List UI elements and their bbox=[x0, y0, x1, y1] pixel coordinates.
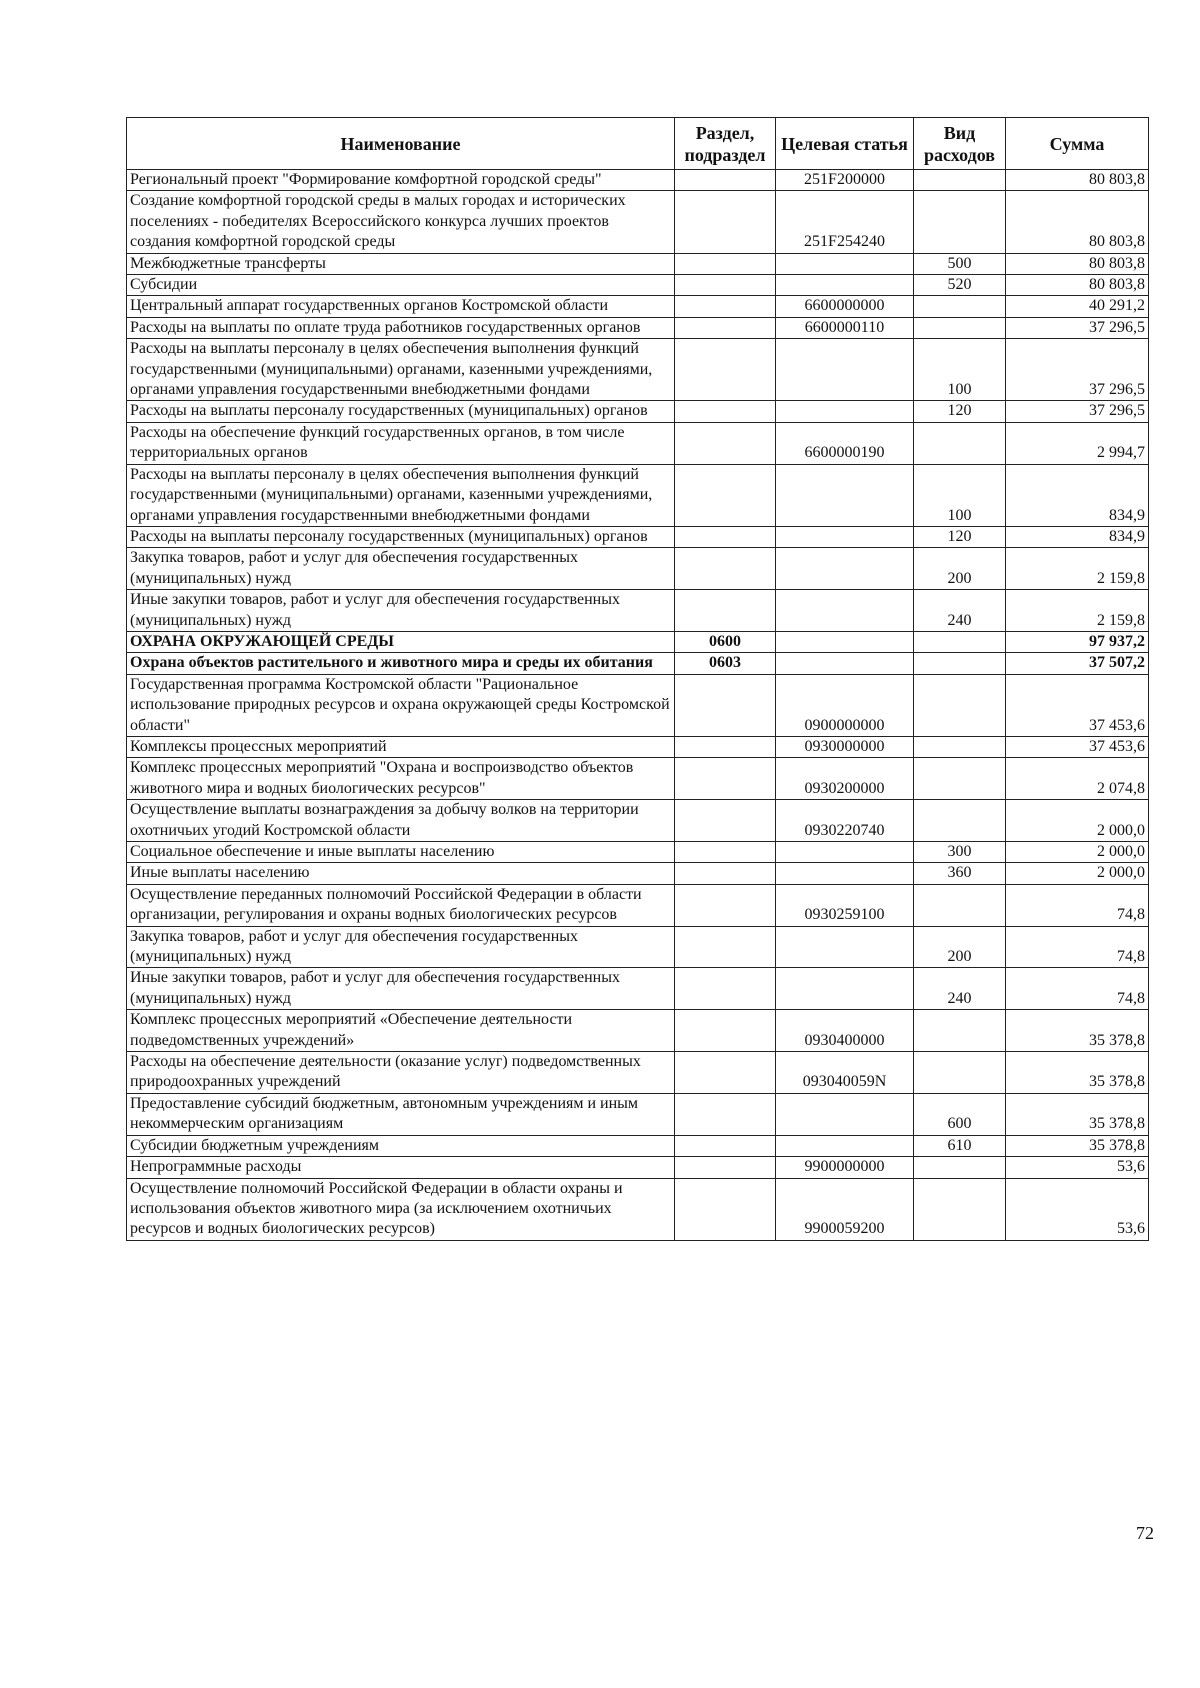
table-row bbox=[127, 1010, 1149, 1052]
budget-table bbox=[126, 117, 1149, 1241]
row-type bbox=[914, 1178, 1006, 1240]
header-name: Наименование bbox=[127, 118, 675, 170]
row-sum: 80 803,8 bbox=[1006, 191, 1149, 253]
row-section bbox=[675, 464, 776, 526]
row-section bbox=[675, 863, 776, 884]
row-name: Закупка товаров, работ и услуг для обеспечения государственных (муниципальных) нужд bbox=[127, 926, 675, 968]
row-target: 0930000000 bbox=[776, 736, 914, 757]
row-type: 520 bbox=[914, 275, 1006, 296]
row-name: Создание комфортной городской среды в малых городах и исторических поселениях - победителях Всероссийского конкурса лучших проектов создания комфортной городской среды bbox=[127, 191, 675, 253]
table-row bbox=[127, 317, 1149, 338]
row-name: Расходы на выплаты персоналу государственных (муниципальных) органов bbox=[127, 526, 675, 547]
row-name: Охрана объектов растительного и животного мира и среды их обитания bbox=[127, 653, 675, 674]
row-target: 0930400000 bbox=[776, 1010, 914, 1052]
row-target: 251F200000 bbox=[776, 170, 914, 191]
row-name: Субсидии bbox=[127, 275, 675, 296]
row-name: ОХРАНА ОКРУЖАЮЩЕЙ СРЕДЫ bbox=[127, 631, 675, 652]
row-name: Расходы на обеспечение функций государственных органов, в том числе территориальных органов bbox=[127, 422, 675, 464]
row-section bbox=[675, 317, 776, 338]
row-name: Государственная программа Костромской области "Рациональное использование природных ресурсов и охрана окружающей среды Костромской области" bbox=[127, 674, 675, 736]
row-sum: 37 296,5 bbox=[1006, 339, 1149, 401]
table-row bbox=[127, 191, 1149, 253]
row-section bbox=[675, 1010, 776, 1052]
row-section bbox=[675, 339, 776, 401]
table-row bbox=[127, 1157, 1149, 1178]
table-row bbox=[127, 253, 1149, 274]
row-target bbox=[776, 842, 914, 863]
row-sum: 834,9 bbox=[1006, 526, 1149, 547]
row-type: 360 bbox=[914, 863, 1006, 884]
row-sum: 834,9 bbox=[1006, 464, 1149, 526]
table-row bbox=[127, 401, 1149, 422]
row-name: Непрограммные расходы bbox=[127, 1157, 675, 1178]
row-type bbox=[914, 758, 1006, 800]
row-name: Осуществление переданных полномочий Российской Федерации в области организации, регулирования и охраны водных биологических ресурсов bbox=[127, 884, 675, 926]
table-row bbox=[127, 968, 1149, 1010]
row-type: 200 bbox=[914, 548, 1006, 590]
row-section bbox=[675, 674, 776, 736]
row-name: Расходы на выплаты персоналу в целях обеспечения выполнения функций государственными (муниципальными) органами, казенными учреждениями, органами управления государственными внебюджетными фондами bbox=[127, 339, 675, 401]
row-sum: 2 000,0 bbox=[1006, 863, 1149, 884]
table-row bbox=[127, 800, 1149, 842]
row-section bbox=[675, 884, 776, 926]
row-sum: 74,8 bbox=[1006, 968, 1149, 1010]
row-section bbox=[675, 926, 776, 968]
row-sum: 2 159,8 bbox=[1006, 548, 1149, 590]
row-section bbox=[675, 1135, 776, 1156]
row-target bbox=[776, 1093, 914, 1135]
row-type: 100 bbox=[914, 339, 1006, 401]
row-section bbox=[675, 758, 776, 800]
row-target: 0930200000 bbox=[776, 758, 914, 800]
row-target: 0900000000 bbox=[776, 674, 914, 736]
header-target: Целевая статья bbox=[776, 118, 914, 170]
row-target: 6600000110 bbox=[776, 317, 914, 338]
row-name: Региональный проект "Формирование комфортной городской среды" bbox=[127, 170, 675, 191]
row-name: Иные закупки товаров, работ и услуг для обеспечения государственных (муниципальных) нужд bbox=[127, 968, 675, 1010]
row-type: 200 bbox=[914, 926, 1006, 968]
table-row bbox=[127, 736, 1149, 757]
table-row bbox=[127, 1178, 1149, 1240]
row-target bbox=[776, 464, 914, 526]
row-section bbox=[675, 191, 776, 253]
row-sum: 35 378,8 bbox=[1006, 1093, 1149, 1135]
row-target bbox=[776, 590, 914, 632]
row-sum: 37 453,6 bbox=[1006, 736, 1149, 757]
row-target bbox=[776, 863, 914, 884]
row-section: 0603 bbox=[675, 653, 776, 674]
row-name: Расходы на выплаты персоналу в целях обеспечения выполнения функций государственными (муниципальными) органами, казенными учреждениями, органами управления государственными внебюджетными фондами bbox=[127, 464, 675, 526]
table-row bbox=[127, 339, 1149, 401]
row-type: 500 bbox=[914, 253, 1006, 274]
row-section bbox=[675, 296, 776, 317]
row-sum: 35 378,8 bbox=[1006, 1052, 1149, 1094]
table-row bbox=[127, 926, 1149, 968]
table-row bbox=[127, 758, 1149, 800]
row-name: Центральный аппарат государственных органов Костромской области bbox=[127, 296, 675, 317]
row-sum: 80 803,8 bbox=[1006, 275, 1149, 296]
row-target: 9900059200 bbox=[776, 1178, 914, 1240]
row-type: 240 bbox=[914, 968, 1006, 1010]
table-row bbox=[127, 170, 1149, 191]
table-row bbox=[127, 863, 1149, 884]
row-type bbox=[914, 422, 1006, 464]
row-section bbox=[675, 1093, 776, 1135]
row-target bbox=[776, 401, 914, 422]
row-name: Предоставление субсидий бюджетным, автономным учреждениям и иным некоммерческим организациям bbox=[127, 1093, 675, 1135]
row-section bbox=[675, 736, 776, 757]
row-type bbox=[914, 317, 1006, 338]
row-name: Субсидии бюджетным учреждениям bbox=[127, 1135, 675, 1156]
table-row bbox=[127, 464, 1149, 526]
table-row bbox=[127, 422, 1149, 464]
row-name: Расходы на выплаты персоналу государственных (муниципальных) органов bbox=[127, 401, 675, 422]
row-type bbox=[914, 170, 1006, 191]
row-sum: 2 000,0 bbox=[1006, 842, 1149, 863]
row-sum: 35 378,8 bbox=[1006, 1010, 1149, 1052]
row-section bbox=[675, 548, 776, 590]
row-type bbox=[914, 1157, 1006, 1178]
row-section: 0600 bbox=[675, 631, 776, 652]
table-row bbox=[127, 631, 1149, 652]
row-section bbox=[675, 275, 776, 296]
table-row bbox=[127, 674, 1149, 736]
row-type bbox=[914, 653, 1006, 674]
row-type bbox=[914, 800, 1006, 842]
row-type: 300 bbox=[914, 842, 1006, 863]
table-row bbox=[127, 842, 1149, 863]
table-row bbox=[127, 1052, 1149, 1094]
row-type bbox=[914, 1010, 1006, 1052]
row-type bbox=[914, 296, 1006, 317]
row-name: Закупка товаров, работ и услуг для обеспечения государственных (муниципальных) нужд bbox=[127, 548, 675, 590]
row-name: Комплексы процессных мероприятий bbox=[127, 736, 675, 757]
row-sum: 74,8 bbox=[1006, 926, 1149, 968]
row-sum: 2 074,8 bbox=[1006, 758, 1149, 800]
row-sum: 53,6 bbox=[1006, 1178, 1149, 1240]
row-type: 120 bbox=[914, 401, 1006, 422]
row-sum: 2 000,0 bbox=[1006, 800, 1149, 842]
row-target bbox=[776, 926, 914, 968]
row-type: 600 bbox=[914, 1093, 1006, 1135]
row-type bbox=[914, 191, 1006, 253]
table-row bbox=[127, 1135, 1149, 1156]
row-section bbox=[675, 842, 776, 863]
table-row bbox=[127, 275, 1149, 296]
row-type bbox=[914, 674, 1006, 736]
row-section bbox=[675, 800, 776, 842]
row-target: 6600000190 bbox=[776, 422, 914, 464]
row-target: 0930220740 bbox=[776, 800, 914, 842]
row-section bbox=[675, 253, 776, 274]
table-row bbox=[127, 296, 1149, 317]
row-type: 240 bbox=[914, 590, 1006, 632]
row-sum: 2 994,7 bbox=[1006, 422, 1149, 464]
row-type: 120 bbox=[914, 526, 1006, 547]
row-type bbox=[914, 736, 1006, 757]
row-target bbox=[776, 653, 914, 674]
row-name: Расходы на выплаты по оплате труда работников государственных органов bbox=[127, 317, 675, 338]
row-target bbox=[776, 1135, 914, 1156]
row-type bbox=[914, 884, 1006, 926]
row-name: Комплекс процессных мероприятий «Обеспечение деятельности подведомственных учреждений» bbox=[127, 1010, 675, 1052]
row-section bbox=[675, 1052, 776, 1094]
row-target: 093040059N bbox=[776, 1052, 914, 1094]
row-target bbox=[776, 968, 914, 1010]
header-section: Раздел, подраздел bbox=[675, 118, 776, 170]
row-sum: 37 296,5 bbox=[1006, 401, 1149, 422]
row-sum: 53,6 bbox=[1006, 1157, 1149, 1178]
row-section bbox=[675, 401, 776, 422]
row-name: Межбюджетные трансферты bbox=[127, 253, 675, 274]
row-name: Иные закупки товаров, работ и услуг для обеспечения государственных (муниципальных) нужд bbox=[127, 590, 675, 632]
row-name: Иные выплаты населению bbox=[127, 863, 675, 884]
row-sum: 37 507,2 bbox=[1006, 653, 1149, 674]
row-sum: 80 803,8 bbox=[1006, 170, 1149, 191]
row-type bbox=[914, 631, 1006, 652]
row-name: Комплекс процессных мероприятий "Охрана и воспроизводство объектов животного мира и водных биологических ресурсов" bbox=[127, 758, 675, 800]
row-target: 9900000000 bbox=[776, 1157, 914, 1178]
table-row bbox=[127, 590, 1149, 632]
row-section bbox=[675, 526, 776, 547]
row-type: 100 bbox=[914, 464, 1006, 526]
header-sum: Сумма bbox=[1006, 118, 1149, 170]
table-row bbox=[127, 548, 1149, 590]
row-type bbox=[914, 1052, 1006, 1094]
row-section bbox=[675, 422, 776, 464]
row-type: 610 bbox=[914, 1135, 1006, 1156]
table-body bbox=[127, 170, 1149, 1241]
row-sum: 74,8 bbox=[1006, 884, 1149, 926]
row-target: 251F254240 bbox=[776, 191, 914, 253]
row-target bbox=[776, 275, 914, 296]
table-row bbox=[127, 526, 1149, 547]
row-target: 6600000000 bbox=[776, 296, 914, 317]
row-sum: 37 296,5 bbox=[1006, 317, 1149, 338]
row-section bbox=[675, 1157, 776, 1178]
row-target: 0930259100 bbox=[776, 884, 914, 926]
row-sum: 35 378,8 bbox=[1006, 1135, 1149, 1156]
row-target bbox=[776, 339, 914, 401]
row-target bbox=[776, 631, 914, 652]
row-name: Осуществление выплаты вознаграждения за добычу волков на территории охотничьих угодий Костромской области bbox=[127, 800, 675, 842]
row-section bbox=[675, 590, 776, 632]
header-type: Вид расходов bbox=[914, 118, 1006, 170]
row-sum: 97 937,2 bbox=[1006, 631, 1149, 652]
row-section bbox=[675, 1178, 776, 1240]
row-sum: 2 159,8 bbox=[1006, 590, 1149, 632]
row-sum: 37 453,6 bbox=[1006, 674, 1149, 736]
table-header-row bbox=[127, 118, 1149, 170]
row-target bbox=[776, 548, 914, 590]
row-sum: 40 291,2 bbox=[1006, 296, 1149, 317]
row-section bbox=[675, 170, 776, 191]
table-row bbox=[127, 1093, 1149, 1135]
row-target bbox=[776, 253, 914, 274]
row-name: Социальное обеспечение и иные выплаты населению bbox=[127, 842, 675, 863]
row-target bbox=[776, 526, 914, 547]
row-name: Осуществление полномочий Российской Федерации в области охраны и использования объектов животного мира (за исключением охотничьих ресурсов и водных биологических ресурсов) bbox=[127, 1178, 675, 1240]
table-row bbox=[127, 653, 1149, 674]
row-section bbox=[675, 968, 776, 1010]
row-sum: 80 803,8 bbox=[1006, 253, 1149, 274]
page-number: 72 bbox=[1136, 1523, 1154, 1543]
row-name: Расходы на обеспечение деятельности (оказание услуг) подведомственных природоохранных учреждений bbox=[127, 1052, 675, 1094]
table-row bbox=[127, 884, 1149, 926]
